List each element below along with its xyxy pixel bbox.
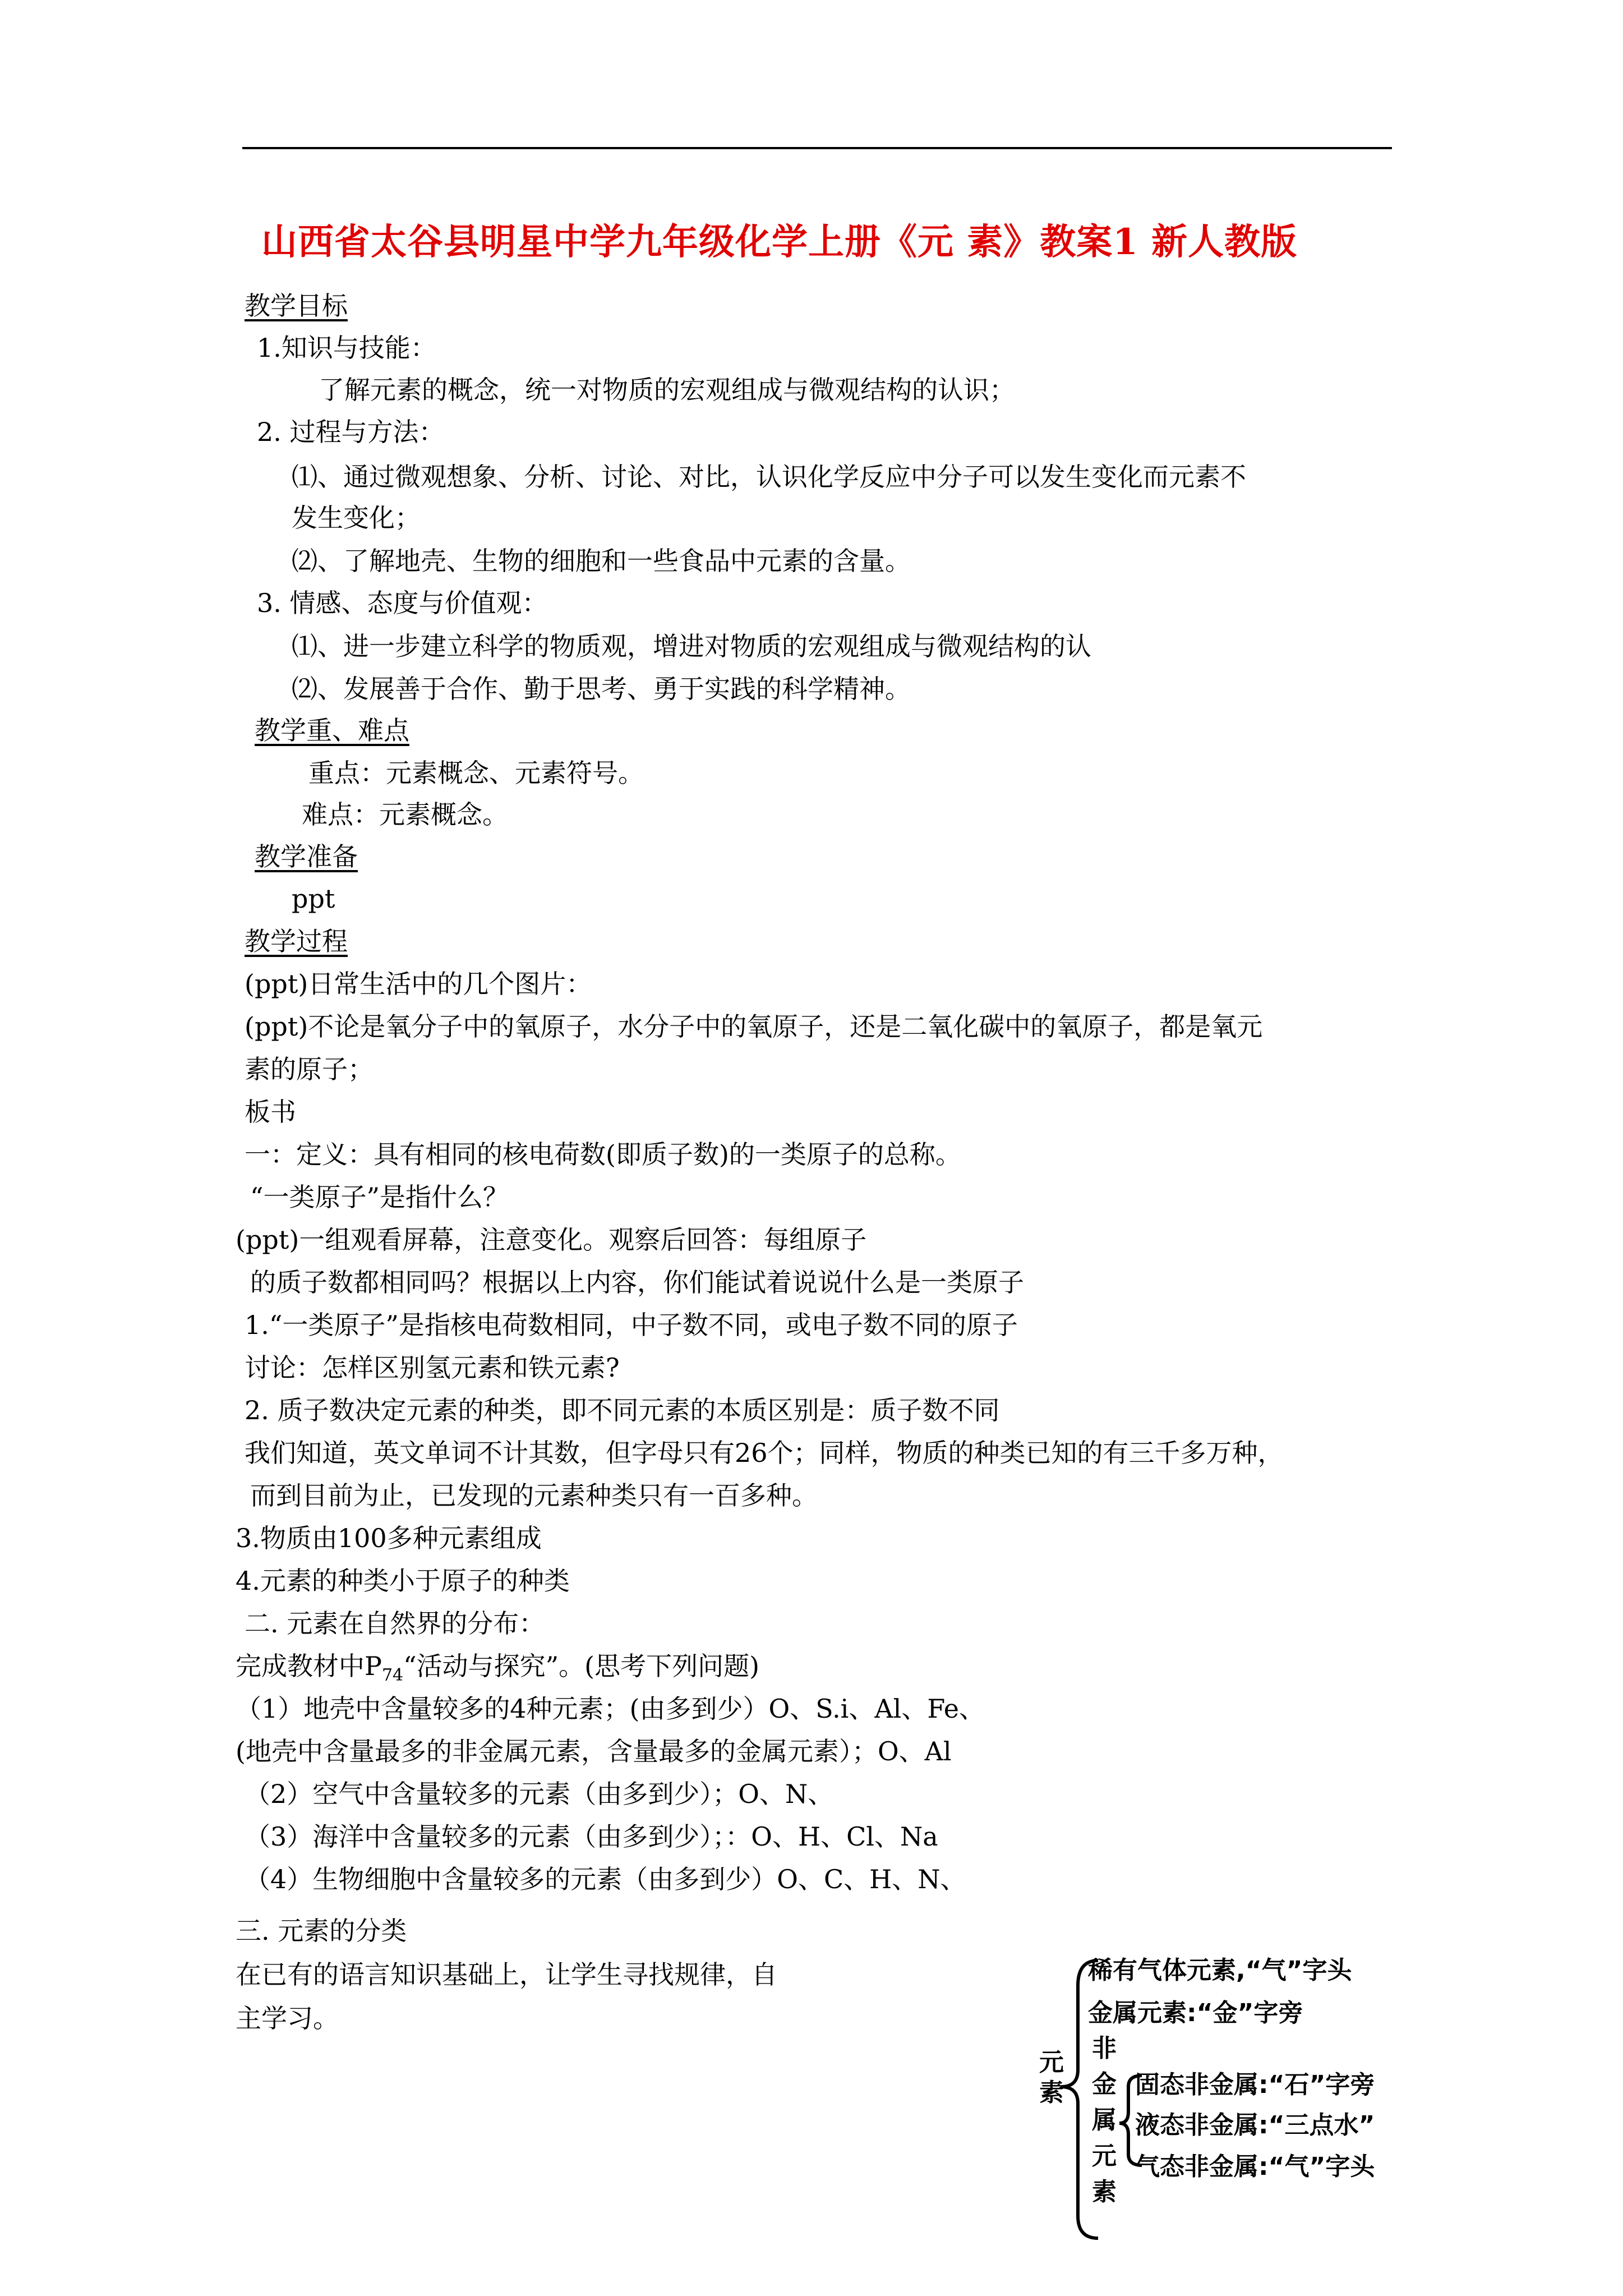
goal1-heading: 1.知识与技能： [257, 333, 436, 363]
process-p11-line1: 我们知道，英文单词不计其数，但字母只有26个；同样，物质的种类已知的有三千多万种， [245, 1438, 1284, 1468]
p15-suffix: “活动与探究”。(思考下列问题) [403, 1651, 760, 1681]
rare-gas-elements: 稀有气体元素,“气”字头 [1088, 1956, 1352, 1985]
process-p1: (ppt)日常生活中的几个图片： [245, 969, 592, 999]
process-p3: 板书 [245, 1097, 296, 1127]
metal-elements: 金属元素:“金”字旁 [1088, 1999, 1303, 2027]
goal2-item1-line2: 发生变化； [292, 503, 421, 533]
section2-heading: 二. 元素在自然界的分布： [245, 1608, 545, 1639]
nonmetal-elements-label [1090, 2031, 1118, 2210]
process-p22-line1: 在已有的语言知识基础上，让学生寻找规律，自 [236, 1959, 777, 1990]
nonmetal-char-3: 属 [1092, 2106, 1117, 2134]
process-p2-line2: 素的原子； [245, 1054, 374, 1084]
process-p19: （3）海洋中含量较多的元素（由多到少）；：O、H、Cl、Na [245, 1821, 938, 1852]
goal1-text: 了解元素的概念，统一对物质的宏观组成与微观结构的认识； [319, 375, 1015, 405]
nonmetal-char-1: 非 [1092, 2034, 1117, 2063]
process-p10: 2. 质子数决定元素的种类，即不同元素的本质区别是：质子数不同 [245, 1395, 1000, 1425]
prep-text: ppt [292, 884, 335, 914]
goal3-item2: ⑵、发展善于合作、勤于思考、勇于实践的科学精神。 [292, 674, 911, 704]
process-p9: 讨论：怎样区别氢元素和铁元素? [245, 1352, 620, 1383]
process-p11-line2: 而到目前为止，已发现的元素种类只有一百多种。 [250, 1480, 818, 1511]
prep-heading: 教学准备 [255, 841, 358, 872]
process-p6: (ppt)一组观看屏幕，注意变化。观察后回答：每组原子 [236, 1225, 867, 1255]
process-p5: “一类原子”是指什么？ [250, 1182, 509, 1212]
root-element-label [1038, 2047, 1066, 2108]
process-p12: 3.物质由100多种元素组成 [236, 1523, 542, 1553]
process-p13: 4.元素的种类小于原子的种类 [236, 1566, 570, 1596]
nonmetal-char-2: 金 [1092, 2070, 1117, 2099]
process-p2-line1: (ppt)不论是氧分子中的氧原子，水分子中的氧原子，还是二氧化碳中的氧原子，都是氧元 [245, 1011, 1263, 1042]
process-p18: （2）空气中含量较多的元素（由多到少）；O、N、 [245, 1779, 834, 1809]
process-heading: 教学过程 [245, 926, 348, 956]
root-char-1: 元 [1039, 2048, 1064, 2077]
keypoint: 重点：元素概念、元素符号。 [308, 758, 644, 788]
goal2-item1-line1: ⑴、通过微观想象、分析、讨论、对比，认识化学反应中分子可以发生变化而元素不 [292, 462, 1246, 492]
goals-heading: 教学目标 [245, 291, 348, 321]
goal2-item2: ⑵、了解地壳、生物的细胞和一些食品中元素的含量。 [292, 546, 911, 576]
process-p22-line2: 主学习。 [236, 2003, 339, 2033]
gas-nonmetal: 气态非金属:“气”字头 [1135, 2152, 1375, 2181]
keypoints-heading: 教学重、难点 [255, 715, 409, 746]
page-title: 山西省太谷县明星中学九年级化学上册《元 素》教案1 新人教版 [261, 221, 1298, 263]
process-p8: 1.“一类原子”是指核电荷数相同，中子数不同，或电子数不同的原子 [245, 1310, 1018, 1340]
goal3-item1: ⑴、进一步建立科学的物质观，增进对物质的宏观组成与微观结构的认 [292, 631, 1091, 661]
process-p17: (地壳中含量最多的非金属元素，含量最多的金属元素）；O、Al [236, 1736, 952, 1766]
liquid-nonmetal: 液态非金属:“三点水” [1135, 2111, 1375, 2139]
nonmetal-char-5: 素 [1092, 2178, 1117, 2206]
goal3-heading: 3. 情感、态度与价值观： [257, 588, 548, 618]
process-p20: （4）生物细胞中含量较多的元素（由多到少）O、C、H、N、 [245, 1864, 966, 1894]
nonmetal-char-4: 元 [1092, 2142, 1117, 2170]
p15-page-subscript: 74 [381, 1665, 404, 1685]
process-p7: 的质子数都相同吗？根据以上内容，你们能试着说说什么是一类原子 [250, 1267, 1024, 1297]
goal2-heading: 2. 过程与方法： [257, 417, 445, 447]
root-char-2: 素 [1039, 2078, 1064, 2107]
p15-prefix: 完成教材中P [236, 1651, 382, 1681]
difficulty: 难点：元素概念。 [302, 799, 508, 830]
definition: 一：定义：具有相同的核电荷数(即质子数)的一类原子的总称。 [245, 1139, 961, 1170]
process-p16: （1）地壳中含量较多的4种元素；(由多到少）O、S.i、Al、Fe、 [236, 1694, 985, 1724]
section3-heading: 三. 元素的分类 [236, 1916, 407, 1946]
solid-nonmetal: 固态非金属:“石”字旁 [1135, 2070, 1375, 2099]
